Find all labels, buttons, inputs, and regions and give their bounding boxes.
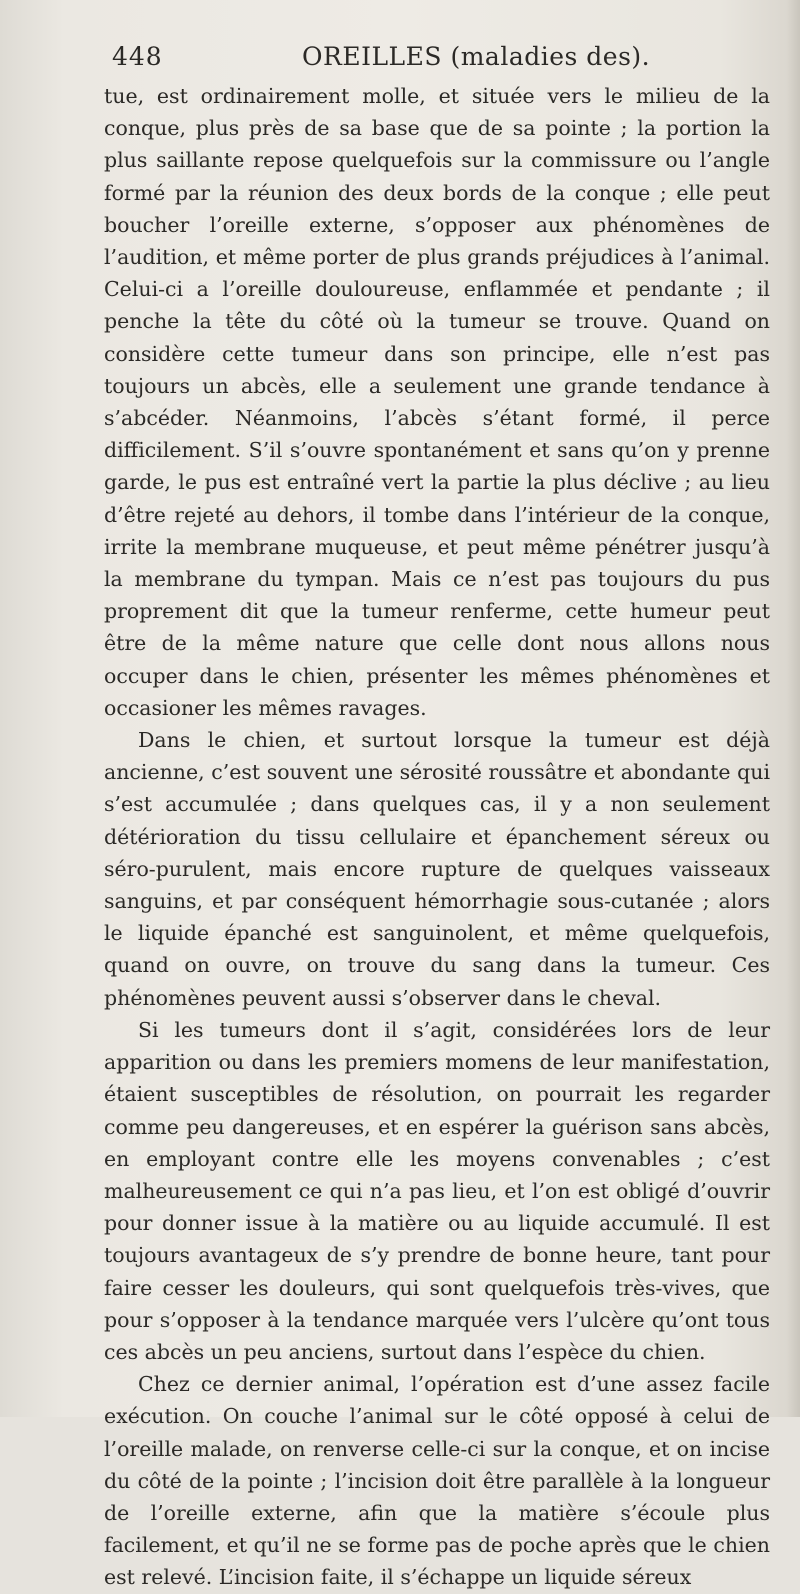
body-text (104, 80, 770, 1594)
paragraph: Dans le chien, et surtout lorsque la tumeur est déjà ancienne, c’est souvent une sérosité roussâtre et abondante qui s’est accumulée ; dans quelques cas, il y a non seulement détérioration du tissu cellulaire et épanchement séreux ou séro-purulent, mais encore rupture de quelques vaisseaux sanguins, et par conséquent hémorrhagie sous-cutanée ; alors le liquide épanché est sanguinolent, et même quelquefois, quand on ouvre, on trouve du sang dans la tumeur. Ces phénomènes peuvent aussi s’observer dans le cheval. (104, 728, 770, 1010)
paragraph: tue, est ordinairement molle, et située vers le milieu de la conque, plus près de sa base que de sa pointe ; la portion la plus saillante repose quelquefois sur la commissure ou l’angle formé par la réunion des deux bords de la conque ; elle peut boucher l’oreille externe, s’opposer aux phénomènes de l’audition, et même porter de plus grands préjudices à l’animal. Celui-ci a l’oreille douloureuse, enflammée et pendante ; il penche la tête du côté où la tumeur se trouve. Quand on considère cette tumeur dans son principe, elle n’est pas toujours un abcès, elle a seulement une grande tendance à s’abcéder. Néanmoins, l’abcès s’étant formé, il perce difficilement. S’il s’ouvre spontanément et sans qu’on y prenne garde, le pus est entraîné vert la partie la plus déclive ; au lieu d’être rejeté au dehors, il tombe dans l’intérieur de la conque, irrite la membrane muqueuse, et peut même pénétrer jusqu’à la membrane du tympan. Mais ce n’est pas toujours du pus proprement dit que la tumeur renferme, cette humeur peut être de la même nature que celle dont nous allons nous occuper dans le chien, présenter les mêmes phénomènes et occasioner les mêmes ravages. (104, 84, 770, 720)
running-title: OREILLES (maladies des). (302, 42, 651, 71)
paragraph: Chez ce dernier animal, l’opération est d’une assez facile exécution. On couche l’animal sur le côté opposé à celui de l’oreille malade, on renverse celle-ci sur la conque, et on incise du côté de la pointe ; l’incision doit être parallèle à la longueur de l’oreille externe, afin que la matière s’écoule plus facilement, et qu’il ne se forme pas de poche après que le chien est relevé. L’incision faite, il s’échappe un liquide séreux (104, 1372, 770, 1590)
page-edge (786, 0, 800, 1417)
paragraph: Si les tumeurs dont il s’agit, considérées lors de leur apparition ou dans les premiers momens de leur manifestation, étaient susceptibles de résolution, on pourrait les regarder comme peu dangereuses, et en espérer la guérison sans abcès, en employant contre elle les moyens convenables ; c’est malheureusement ce qui n’a pas lieu, et l’on est obligé d’ouvrir pour donner issue à la matière ou au liquide accumulé. Il est toujours avantageux de s’y prendre de bonne heure, tant pour faire cesser les douleurs, qui sont quelquefois très-vives, que pour s’opposer à la tendance marquée vers l’ulcère qu’ont tous ces abcès un peu anciens, surtout dans l’espèce du chien. (104, 1017, 770, 1364)
page-header (112, 42, 752, 82)
page-number: 448 (112, 42, 163, 71)
